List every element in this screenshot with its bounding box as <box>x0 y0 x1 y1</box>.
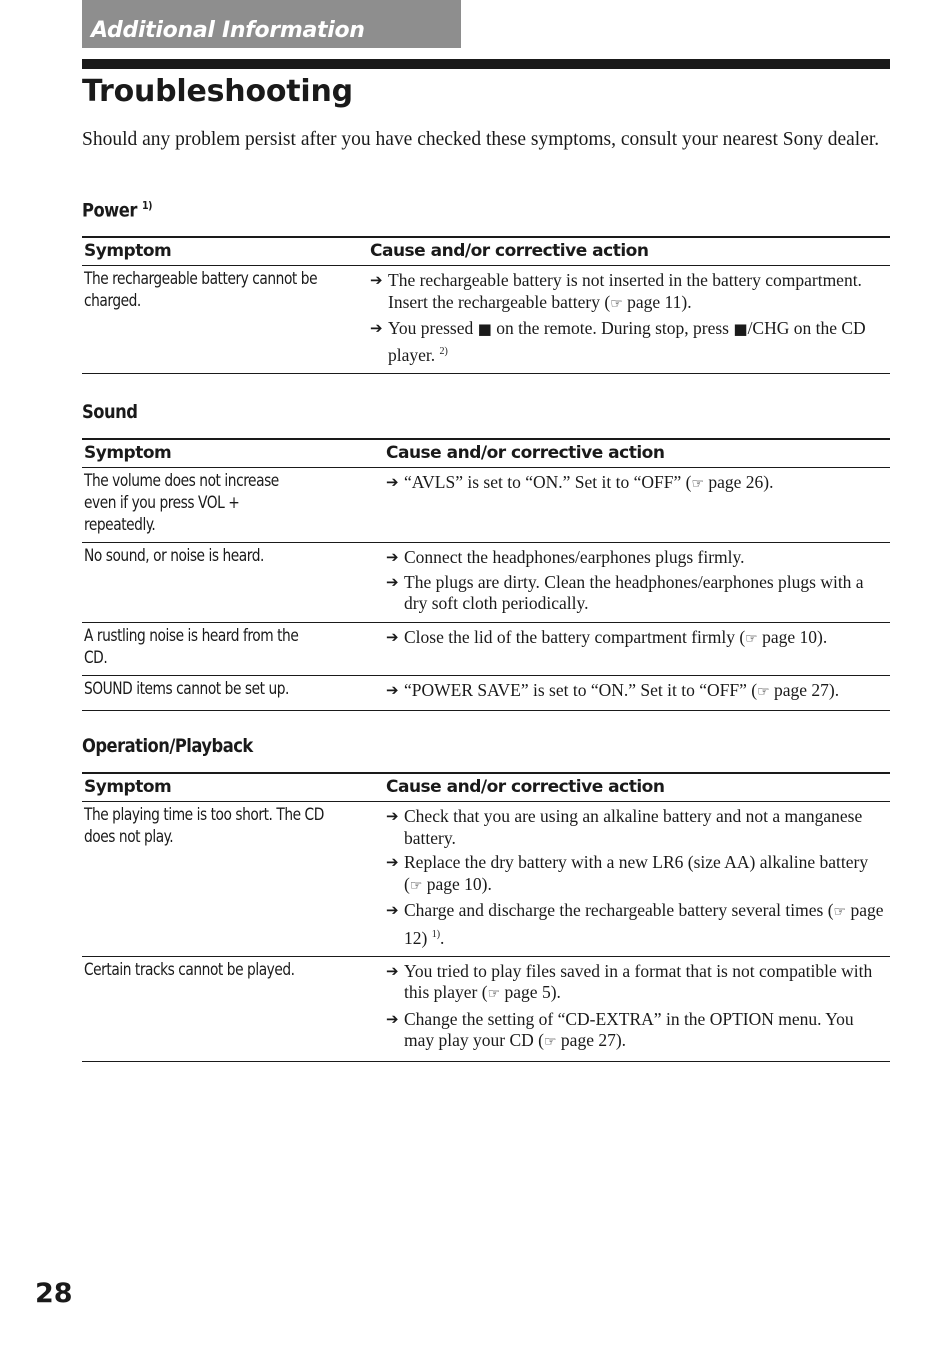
footnote-ref: 1) <box>431 928 441 940</box>
sound-table <box>82 438 890 711</box>
cause-header: Cause and/or corrective action <box>386 443 665 463</box>
arrow-icon: ➔ <box>386 680 399 699</box>
intro-paragraph: Should any problem persist after you have checked these symptoms, consult your nearest Sony dealer. <box>82 129 880 150</box>
pointing-hand-icon: ☞ <box>745 630 758 647</box>
table-row <box>82 675 890 711</box>
operation-table <box>82 772 890 1062</box>
table-header-row <box>82 773 890 802</box>
arrow-icon: ➔ <box>386 473 399 491</box>
table-header-row <box>82 439 890 468</box>
pointing-hand-icon: ☞ <box>833 904 847 920</box>
page-number: 28 <box>35 1278 73 1309</box>
table-row <box>82 266 890 374</box>
action-cell <box>384 543 890 623</box>
symptom-cell: Certain tracks cannot be played. <box>84 959 295 980</box>
cause-header: Cause and/or corrective action <box>370 241 649 261</box>
pointing-hand-icon: ☞ <box>487 986 501 1003</box>
power-heading: Power $^{1)}$ <box>82 199 152 222</box>
table-header-row <box>82 237 890 266</box>
action-cell <box>384 802 890 957</box>
pointing-hand-icon: ☞ <box>757 683 770 700</box>
action-cell <box>384 622 890 675</box>
cause-header: Cause and/or corrective action <box>386 777 665 797</box>
table-row <box>82 543 890 623</box>
arrow-icon: ➔ <box>386 961 399 980</box>
action-cell <box>368 266 890 374</box>
arrow-icon: ➔ <box>386 901 399 919</box>
action-item: ➔ The rechargeable battery is not inserted in the battery compartment. Insert the rechargeable battery (☞ page 11). <box>370 270 862 312</box>
stop-icon: ■ <box>477 320 492 338</box>
action-item: ➔ You pressed ■ on the remote. During stop, press ■/CHG on the CD player. $^{2)}$ <box>370 318 866 365</box>
action-item: ➔ Replace the dry battery with a new LR6 (size AA) alkaline battery (☞ page 10). <box>386 852 869 894</box>
symptom-header: Symptom <box>84 443 172 463</box>
arrow-icon: ➔ <box>386 572 399 591</box>
section-tab: Additional Information <box>82 0 461 48</box>
arrow-icon: ➔ <box>386 807 399 825</box>
table-row <box>82 802 890 957</box>
symptom-header: Symptom <box>84 241 172 261</box>
sound-heading: Sound <box>82 401 138 423</box>
arrow-icon: ➔ <box>370 319 383 337</box>
action-item: ➔ Check that you are using an alkaline battery and not a manganese battery. <box>386 806 863 848</box>
symptom-cell: The volume does not increase even if you press VOL + repeatedly. <box>84 471 279 535</box>
pointing-hand-icon: ☞ <box>409 877 423 894</box>
action-item: ➔ Charge and discharge the rechargeable battery several times (☞ page 12) $^{1)}$. <box>386 900 884 948</box>
table-row <box>82 956 890 1061</box>
symptom-cell: A rustling noise is heard from the CD. <box>84 625 299 668</box>
action-item: ➔ You tried to play files saved in a format that is not compatible with this player (☞ page 5). <box>386 960 873 1003</box>
pointing-hand-icon: ☞ <box>691 476 704 492</box>
symptom-cell: No sound, or noise is heard. <box>84 546 264 566</box>
pointing-hand-icon: ☞ <box>610 295 623 312</box>
title-rule <box>82 59 890 69</box>
pointing-hand-icon: ☞ <box>543 1034 557 1051</box>
table-row <box>82 622 890 675</box>
action-cell <box>384 468 890 543</box>
action-item: ➔ Change the setting of “CD-EXTRA” in the OPTION menu. You may play your CD (☞ page 27). <box>386 1008 854 1051</box>
stop-icon: ■ <box>733 320 748 338</box>
arrow-icon: ➔ <box>386 853 399 871</box>
footnote-ref: 2) <box>439 345 448 357</box>
symptom-cell: The playing time is too short. The CD does not play. <box>84 805 324 847</box>
symptom-cell: SOUND items cannot be set up. <box>84 678 289 699</box>
action-item: ➔ Close the lid of the battery compartment firmly (☞ page 10). <box>386 626 828 647</box>
symptom-cell: The rechargeable battery cannot be charged. <box>84 269 318 311</box>
action-cell <box>384 956 890 1061</box>
action-item: ➔ Connect the headphones/earphones plugs firmly. <box>386 547 745 567</box>
symptom-header: Symptom <box>84 777 172 797</box>
power-table <box>82 236 890 374</box>
arrow-icon: ➔ <box>386 1009 399 1028</box>
action-item: ➔ “POWER SAVE” is set to “ON.” Set it to “OFF” (☞ page 27). <box>386 679 840 700</box>
table-row <box>82 468 890 543</box>
operation-heading: Operation/Playback <box>82 735 253 757</box>
power-footnote-ref: 1) <box>142 199 152 212</box>
action-item: ➔ The plugs are dirty. Clean the headphones/earphones plugs with a dry soft cloth periodically. <box>386 571 864 613</box>
page-title: Troubleshooting <box>82 74 353 109</box>
action-cell <box>384 675 890 711</box>
arrow-icon: ➔ <box>386 627 399 646</box>
arrow-icon: ➔ <box>386 548 399 566</box>
arrow-icon: ➔ <box>370 271 383 289</box>
action-item: ➔ “AVLS” is set to “ON.” Set it to “OFF” (☞ page 26). <box>386 472 774 492</box>
